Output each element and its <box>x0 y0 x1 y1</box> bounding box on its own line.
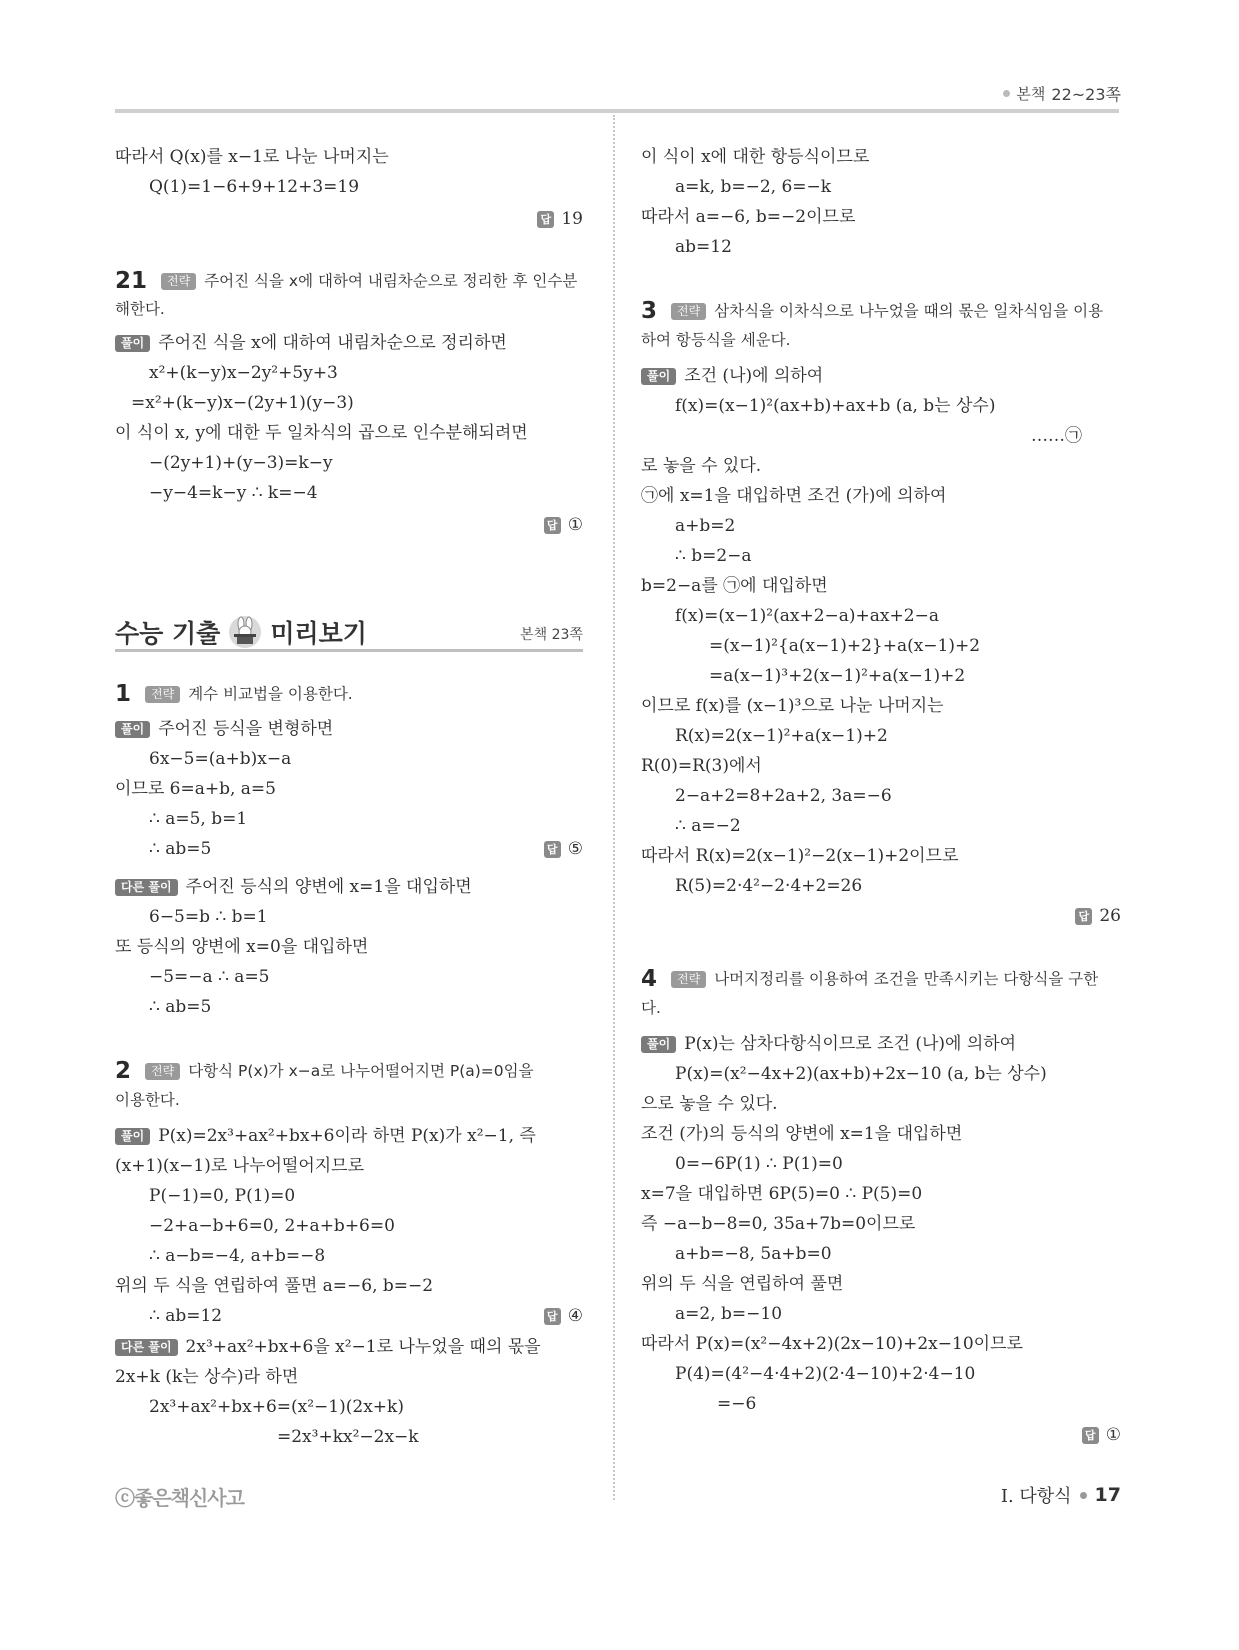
p3-sol-line-1 <box>641 365 823 387</box>
p3-sol-line-4: ㉠에 x=1을 대입하면 조건 (가)에 의하여 <box>641 486 947 506</box>
p4-sol-line-13: =−6 <box>717 1394 757 1414</box>
strategy-badge: 전략 <box>671 971 706 988</box>
p4-strategy-cont: 다. <box>641 999 661 1017</box>
p1-sol-line-2: 6x−5=(a+b)x−a <box>149 749 292 769</box>
chapter-title: Ⅰ. 다항식 <box>1000 1486 1072 1507</box>
answer-value: 26 <box>1099 906 1121 926</box>
p2-sol-line-1 <box>115 1125 536 1147</box>
p4-sol-line-10: a=2, b=−10 <box>675 1304 783 1324</box>
section-heading <box>115 612 583 652</box>
footer-page-info <box>1001 1482 1121 1508</box>
p3-sol-line-9: =(x−1)²{a(x−1)+2}+a(x−1)+2 <box>709 636 981 656</box>
strategy-badge: 전략 <box>145 686 180 703</box>
p1-header <box>115 683 353 705</box>
p1-sol-line-1 <box>115 718 333 740</box>
problem-number: 21 <box>115 268 148 294</box>
solution-badge: 풀이 <box>115 721 150 738</box>
p4-sol-line-1 <box>641 1033 1016 1055</box>
p2-alt-line-1 <box>115 1336 541 1358</box>
p3-sol-line-11: 이므로 f(x)를 (x−1)³으로 나눈 나머지는 <box>641 696 944 716</box>
q21-sol-line-5: −(2y+1)+(y−3)=k−y <box>149 453 333 473</box>
p2c-line-4: ab=12 <box>675 237 732 257</box>
alt-solution-badge: 다른 풀이 <box>115 879 178 896</box>
p1-sol-line-4: ∴ a=5, b=1 <box>149 809 248 829</box>
sol-text: 조건 (나)에 의하여 <box>684 366 824 386</box>
answer-label: 답 <box>544 841 561 858</box>
p3-sol-line-14: 2−a+2=8+2a+2, 3a=−6 <box>675 786 892 806</box>
p4-sol-line-7: 즉 −a−b−8=0, 35a+7b=0이므로 <box>641 1214 916 1234</box>
section-page-ref: 본책 23쪽 <box>520 627 583 643</box>
p3-sol-line-17: R(5)=2·4²−2·4+2=26 <box>675 876 863 896</box>
p4-header <box>641 968 1098 990</box>
sol-text: P(x)=2x³+ax²+bx+6이라 하면 P(x)가 x²−1, 즉 <box>158 1126 536 1146</box>
section-title-part-2: 미리보기 <box>270 619 367 648</box>
bullet-icon <box>1080 1492 1087 1499</box>
page-reference <box>1003 82 1121 105</box>
p3-answer <box>1075 905 1121 927</box>
p2-alt-line-3: 2x³+ax²+bx+6=(x²−1)(2x+k) <box>149 1397 404 1417</box>
p4-sol-line-8: a+b=−8, 5a+b=0 <box>675 1244 832 1264</box>
answer-label: 답 <box>1082 1427 1099 1444</box>
q21-strategy-cont: 해한다. <box>115 300 165 318</box>
solution-badge: 풀이 <box>115 1128 150 1145</box>
q21-sol-line-1 <box>115 332 507 354</box>
strategy-badge: 전략 <box>161 273 196 290</box>
page-reference-pages: 22~23쪽 <box>1051 85 1121 104</box>
strategy-text: 다항식 P(x)가 x−a로 나누어떨어지면 P(a)=0임을 <box>188 1062 534 1080</box>
q20-answer <box>537 208 583 230</box>
answer-label: 답 <box>1075 908 1092 925</box>
alt-solution-badge: 다른 풀이 <box>115 1339 178 1356</box>
p4-sol-line-2: P(x)=(x²−4x+2)(ax+b)+2x−10 (a, b는 상수) <box>675 1064 1047 1084</box>
p3-sol-line-2: f(x)=(x−1)²(ax+b)+ax+b (a, b는 상수) <box>675 396 996 416</box>
strategy-text: 삼차식을 이차식으로 나누었을 때의 몫은 일차식임을 이용 <box>714 302 1104 320</box>
p4-answer <box>1082 1424 1121 1446</box>
problem-number: 1 <box>115 681 132 707</box>
p2c-line-2: a=k, b=−2, 6=−k <box>675 177 832 197</box>
p1-answer <box>544 838 583 860</box>
answer-value: ① <box>567 515 583 535</box>
section-title-part-1: 수능 기출 <box>115 619 221 648</box>
q20-line-1: 따라서 Q(x)를 x−1로 나눈 나머지는 <box>115 147 389 167</box>
p2c-line-1: 이 식이 x에 대한 항등식이므로 <box>641 147 870 167</box>
p2-answer <box>544 1305 583 1327</box>
p2c-line-3: 따라서 a=−6, b=−2이므로 <box>641 207 856 227</box>
p4-sol-line-6: x=7을 대입하면 6P(5)=0 ∴ P(5)=0 <box>641 1184 923 1204</box>
p3-sol-eq-tag: ……㉠ <box>1031 426 1082 446</box>
p2-sol-line-6: 위의 두 식을 연립하여 풀면 a=−6, b=−2 <box>115 1276 434 1296</box>
p2-alt-line-2: 2x+k (k는 상수)라 하면 <box>115 1367 299 1387</box>
p3-header <box>641 300 1103 322</box>
p3-sol-line-13: R(0)=R(3)에서 <box>641 756 762 776</box>
answer-value: ⑤ <box>567 839 583 859</box>
p2-sol-line-3: P(−1)=0, P(1)=0 <box>149 1186 296 1206</box>
strategy-text: 주어진 식을 x에 대하여 내림차순으로 정리한 후 인수분 <box>204 272 578 290</box>
bullet-icon <box>1003 90 1010 97</box>
p3-sol-line-16: 따라서 R(x)=2(x−1)²−2(x−1)+2이므로 <box>641 846 959 866</box>
magic-hat-icon <box>228 615 262 649</box>
p3-strategy-cont: 하여 항등식을 세운다. <box>641 331 791 349</box>
strategy-text: 나머지정리를 이용하여 조건을 만족시키는 다항식을 구한 <box>714 970 1099 988</box>
q21-sol-line-6: −y−4=k−y ∴ k=−4 <box>149 483 318 503</box>
q21-header <box>115 270 577 292</box>
p1-alt-line-2: 6−5=b ∴ b=1 <box>149 907 268 927</box>
header-rule <box>115 109 1119 113</box>
p4-sol-line-9: 위의 두 식을 연립하여 풀면 <box>641 1274 844 1294</box>
solution-badge: 풀이 <box>641 368 676 385</box>
strategy-badge: 전략 <box>145 1063 180 1080</box>
p3-sol-line-3: 로 놓을 수 있다. <box>641 456 762 476</box>
publisher-logo: ⓒ좋은책신사고 <box>115 1486 244 1510</box>
p2-header <box>115 1060 534 1082</box>
page-number: 17 <box>1094 1484 1121 1506</box>
p3-sol-line-10: =a(x−1)³+2(x−1)²+a(x−1)+2 <box>709 666 966 686</box>
answer-label: 답 <box>537 211 554 228</box>
p2-sol-line-7: ∴ ab=12 <box>149 1306 223 1326</box>
sol-text: 2x³+ax²+bx+6을 x²−1로 나누었을 때의 몫을 <box>185 1337 541 1357</box>
strategy-badge: 전략 <box>671 303 706 320</box>
answer-value: ① <box>1105 1425 1121 1445</box>
sol-text: P(x)는 삼차다항식이므로 조건 (나)에 의하여 <box>684 1034 1017 1054</box>
p1-alt-line-1 <box>115 876 472 898</box>
problem-number: 4 <box>641 966 658 992</box>
p1-alt-line-5: ∴ ab=5 <box>149 997 212 1017</box>
p1-sol-line-5: ∴ ab=5 <box>149 839 212 859</box>
p3-sol-line-5: a+b=2 <box>675 516 736 536</box>
p3-sol-line-7: b=2−a를 ㉠에 대입하면 <box>641 576 828 596</box>
q21-sol-line-3: =x²+(k−y)x−(2y+1)(y−3) <box>131 393 354 413</box>
p4-sol-line-4: 조건 (가)의 등식의 양변에 x=1을 대입하면 <box>641 1124 963 1144</box>
answer-label: 답 <box>544 517 561 534</box>
p1-sol-line-3: 이므로 6=a+b, a=5 <box>115 779 276 799</box>
p2-strategy-cont: 이용한다. <box>115 1091 180 1109</box>
sol-text: 주어진 등식의 양변에 x=1을 대입하면 <box>185 877 472 897</box>
column-divider <box>613 115 615 1500</box>
answer-value: ④ <box>567 1306 583 1326</box>
p1-alt-line-3: 또 등식의 양변에 x=0을 대입하면 <box>115 937 369 957</box>
page-reference-prefix: 본책 <box>1016 85 1046 103</box>
p2-sol-line-5: ∴ a−b=−4, a+b=−8 <box>149 1246 326 1266</box>
p3-sol-line-8: f(x)=(x−1)²(ax+2−a)+ax+2−a <box>675 606 939 626</box>
p2-sol-line-2: (x+1)(x−1)로 나누어떨어지므로 <box>115 1156 365 1176</box>
q21-sol-line-2: x²+(k−y)x−2y²+5y+3 <box>149 363 338 383</box>
problem-number: 2 <box>115 1058 132 1084</box>
p2-sol-line-4: −2+a−b+6=0, 2+a+b+6=0 <box>149 1216 395 1236</box>
sol-text: 주어진 등식을 변형하면 <box>158 719 334 739</box>
sol-text: 주어진 식을 x에 대하여 내림차순으로 정리하면 <box>158 333 507 353</box>
p3-sol-line-6: ∴ b=2−a <box>675 546 752 566</box>
p3-sol-line-12: R(x)=2(x−1)²+a(x−1)+2 <box>675 726 888 746</box>
strategy-text: 계수 비교법을 이용한다. <box>188 685 353 703</box>
p3-sol-line-15: ∴ a=−2 <box>675 816 741 836</box>
solution-badge: 풀이 <box>115 335 150 352</box>
answer-label: 답 <box>544 1308 561 1325</box>
problem-number: 3 <box>641 298 658 324</box>
p4-sol-line-3: 으로 놓을 수 있다. <box>641 1094 778 1114</box>
p1-alt-line-4: −5=−a ∴ a=5 <box>149 967 270 987</box>
q21-sol-line-4: 이 식이 x, y에 대한 두 일차식의 곱으로 인수분해되려면 <box>115 423 528 443</box>
q21-answer <box>544 514 583 536</box>
p2-alt-line-4: =2x³+kx²−2x−k <box>277 1427 419 1447</box>
p4-sol-line-5: 0=−6P(1) ∴ P(1)=0 <box>675 1154 843 1174</box>
p4-sol-line-12: P(4)=(4²−4·4+2)(2·4−10)+2·4−10 <box>675 1364 976 1384</box>
solution-badge: 풀이 <box>641 1036 676 1053</box>
answer-value: 19 <box>561 209 583 229</box>
q20-line-2: Q(1)=1−6+9+12+3=19 <box>149 177 360 197</box>
p4-sol-line-11: 따라서 P(x)=(x²−4x+2)(2x−10)+2x−10이므로 <box>641 1334 1023 1354</box>
